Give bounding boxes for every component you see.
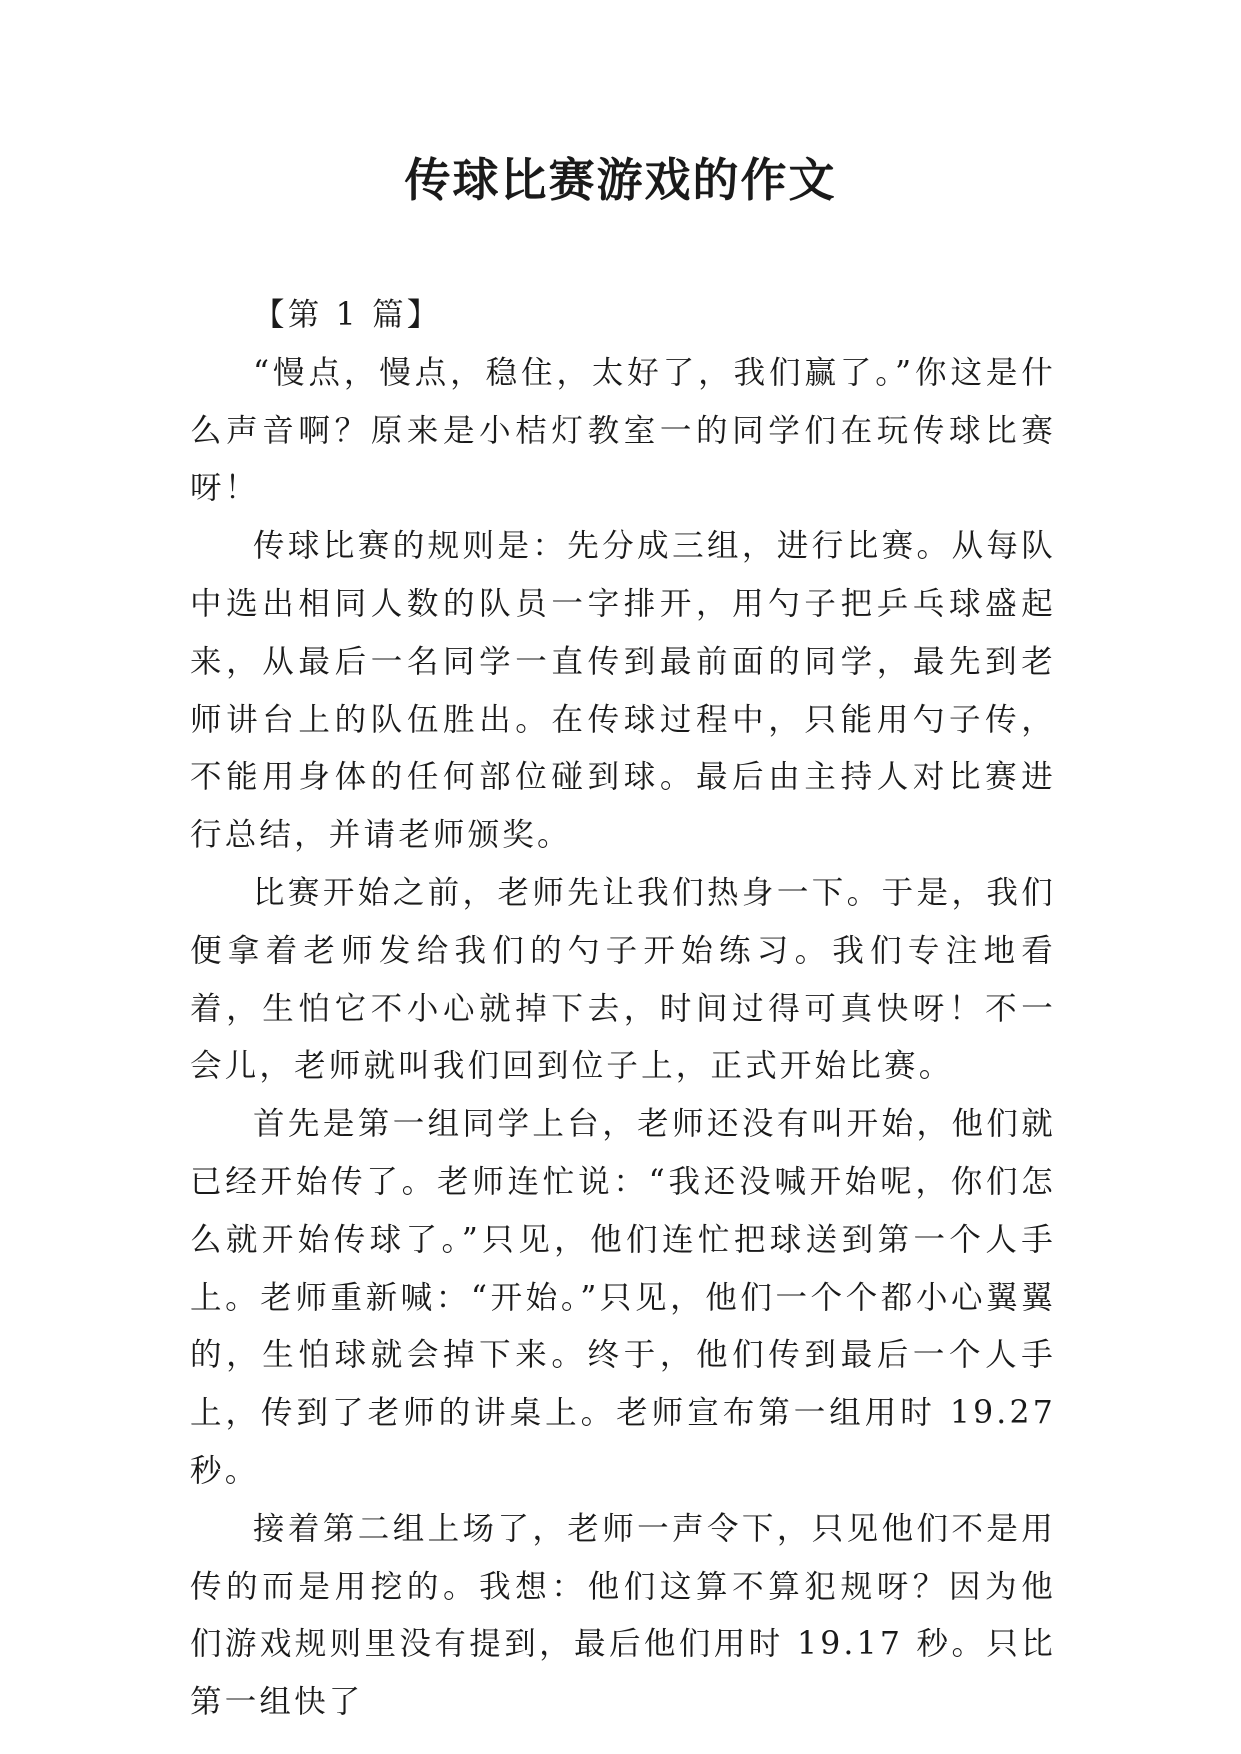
document-title: 传球比赛游戏的作文: [404, 153, 837, 207]
section-label: 【第 1 篇】: [253, 297, 442, 333]
paragraph-2: 传球比赛的规则是：先分成三组，进行比赛。从每队中选出相同人数的队员一字排开，用勺子把乒乓球盛起来，从最后一名同学一直传到最前面的同学，最先到老师讲台上的队伍胜出。在传球过程中，只能用勺子传，不能用身体的任何部位碰到球。最后由主持人对比赛进行总结，并请老师颁奖。: [190, 528, 1056, 854]
paragraph-4: 首先是第一组同学上台，老师还没有叫开始，他们就已经开始传了。老师连忙说：“我还没喊开始呢，你们怎么就开始传球了。”只见，他们连忙把球送到第一个人手上。老师重新喊：“开始。”只见，他们一个个都小心翼翼的，生怕球就会掉下来。终于，他们传到最后一个人手上，传到了老师的讲桌上。老师宣布第一组用时 19.27 秒。: [190, 1106, 1056, 1489]
document-body: [190, 287, 1056, 1732]
paragraph-5: 接着第二组上场了，老师一声令下，只见他们不是用传的而是用挖的。我想：他们这算不算犯规呀？因为他们游戏规则里没有提到，最后他们用时 19.17 秒。只比第一组快了: [190, 1510, 1056, 1721]
paragraph-1: “慢点，慢点，稳住，太好了，我们赢了。”你这是什么声音啊？原来是小桔灯教室一的同学们在玩传球比赛呀！: [190, 354, 1056, 507]
paragraph-3: 比赛开始之前，老师先让我们热身一下。于是，我们便拿着老师发给我们的勺子开始练习。我们专注地看着，生怕它不小心就掉下去，时间过得可真快呀！不一会儿，老师就叫我们回到位子上，正式开始比赛。: [190, 874, 1056, 1085]
